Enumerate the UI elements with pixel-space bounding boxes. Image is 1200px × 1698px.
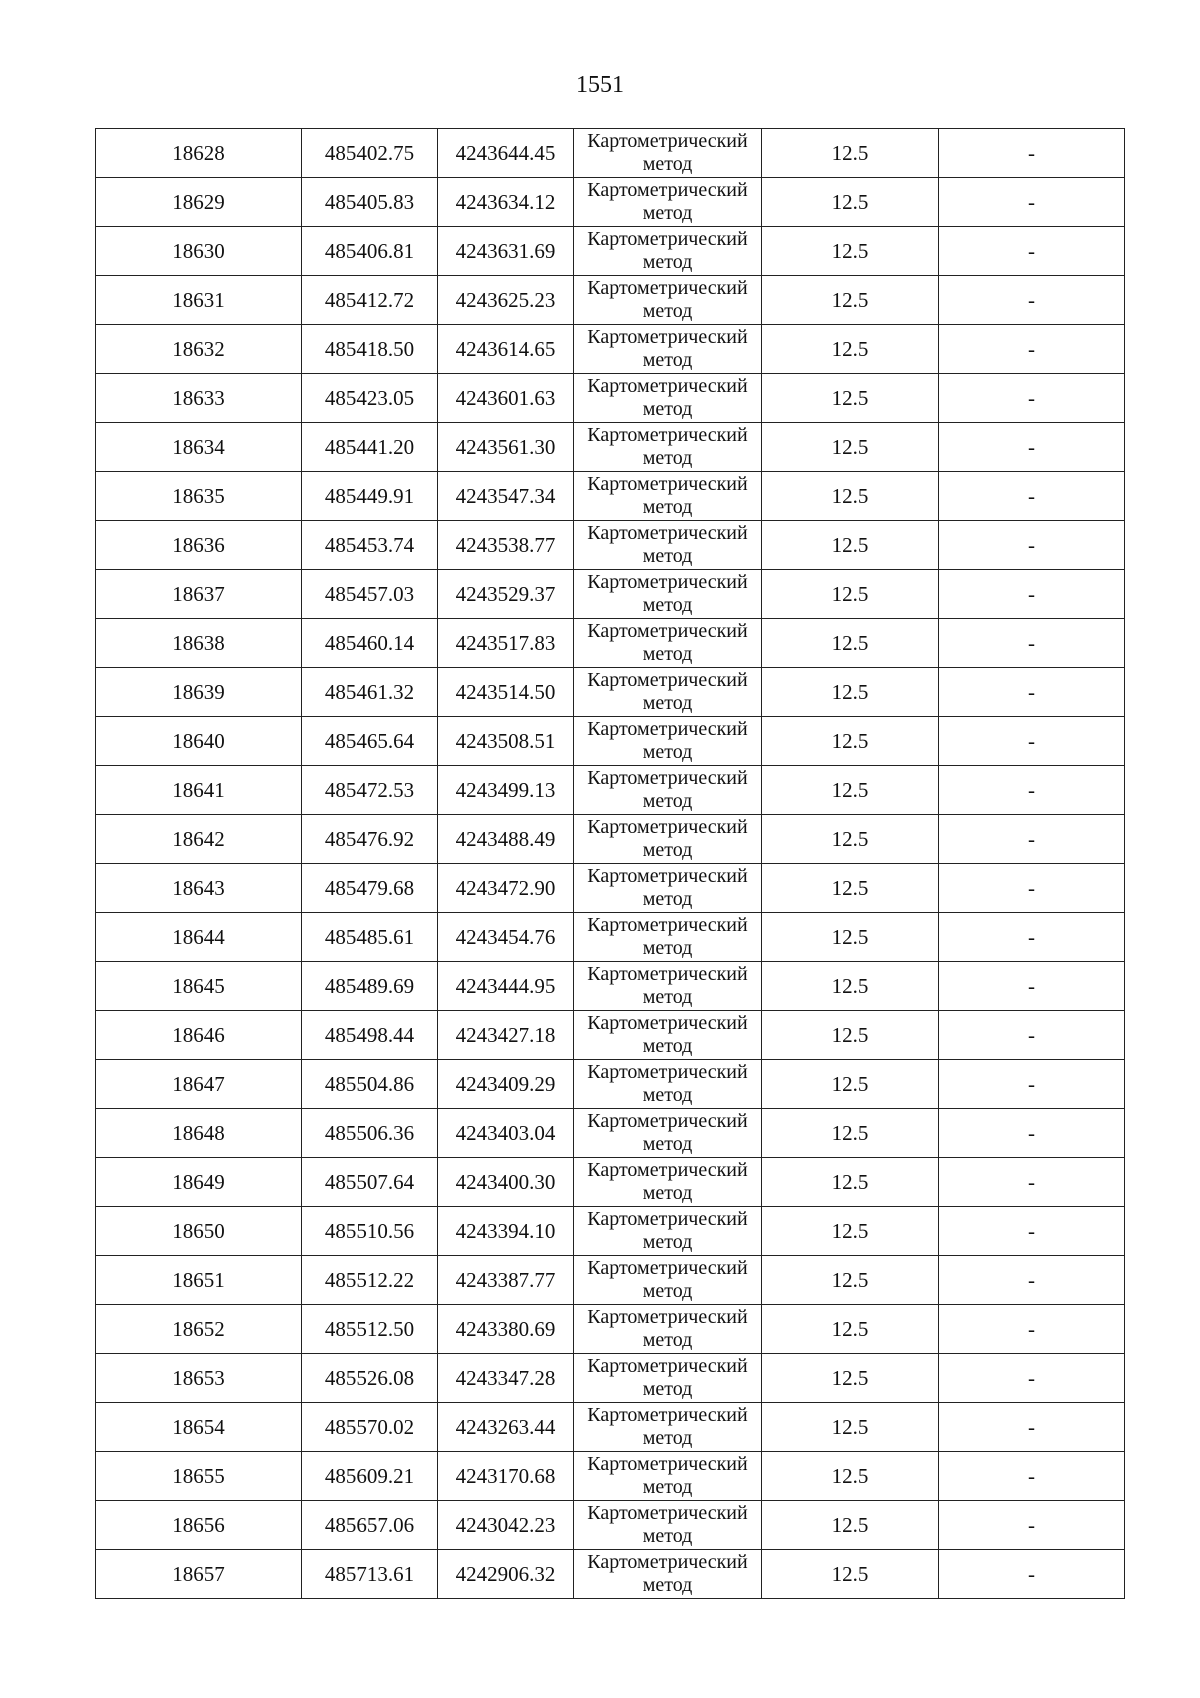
table-row <box>96 1403 1125 1452</box>
point-id-cell: 18636 <box>96 521 302 570</box>
method-line-1: Картометрический <box>587 130 748 152</box>
note-cell: - <box>939 1452 1125 1501</box>
method-line-1: Картометрический <box>587 1551 748 1573</box>
point-id-cell: 18646 <box>96 1011 302 1060</box>
method-line-2: метод <box>642 594 693 616</box>
note-cell: - <box>939 374 1125 423</box>
table-row <box>96 1550 1125 1599</box>
note-cell: - <box>939 1109 1125 1158</box>
method-line-1: Картометрический <box>587 865 748 887</box>
point-id-cell: 18633 <box>96 374 302 423</box>
note-cell: - <box>939 1158 1125 1207</box>
note-cell: - <box>939 178 1125 227</box>
note-cell: - <box>939 1550 1125 1599</box>
precision-cell: 12.5 <box>762 276 939 325</box>
method-line-2: метод <box>642 1231 693 1253</box>
point-id-cell: 18651 <box>96 1256 302 1305</box>
y-coordinate-cell: 4243614.65 <box>438 325 574 374</box>
table-row <box>96 668 1125 717</box>
table-row <box>96 1011 1125 1060</box>
precision-cell: 12.5 <box>762 1501 939 1550</box>
x-coordinate-cell: 485441.20 <box>302 423 438 472</box>
coordinates-table <box>95 128 1125 1599</box>
point-id-cell: 18647 <box>96 1060 302 1109</box>
x-coordinate-cell: 485472.53 <box>302 766 438 815</box>
x-coordinate-cell: 485507.64 <box>302 1158 438 1207</box>
y-coordinate-cell: 4243170.68 <box>438 1452 574 1501</box>
method-line-1: Картометрический <box>587 375 748 397</box>
method-line-2: метод <box>642 300 693 322</box>
point-id-cell: 18655 <box>96 1452 302 1501</box>
point-id-cell: 18648 <box>96 1109 302 1158</box>
method-line-1: Картометрический <box>587 1208 748 1230</box>
point-id-cell: 18631 <box>96 276 302 325</box>
method-line-1: Картометрический <box>587 1257 748 1279</box>
method-line-2: метод <box>642 1476 693 1498</box>
note-cell: - <box>939 815 1125 864</box>
method-line-2: метод <box>642 545 693 567</box>
x-coordinate-cell: 485504.86 <box>302 1060 438 1109</box>
method-line-2: метод <box>642 251 693 273</box>
y-coordinate-cell: 4243644.45 <box>438 129 574 178</box>
page-number: 1551 <box>576 72 624 98</box>
method-cell <box>574 1354 762 1403</box>
method-line-1: Картометрический <box>587 1061 748 1083</box>
precision-cell: 12.5 <box>762 913 939 962</box>
table-row <box>96 1452 1125 1501</box>
y-coordinate-cell: 4243514.50 <box>438 668 574 717</box>
method-cell <box>574 815 762 864</box>
precision-cell: 12.5 <box>762 1305 939 1354</box>
method-line-1: Картометрический <box>587 1306 748 1328</box>
method-cell <box>574 1550 762 1599</box>
method-line-1: Картометрический <box>587 1453 748 1475</box>
table-row <box>96 1354 1125 1403</box>
table-row <box>96 766 1125 815</box>
precision-cell: 12.5 <box>762 1403 939 1452</box>
x-coordinate-cell: 485412.72 <box>302 276 438 325</box>
method-cell <box>574 619 762 668</box>
method-line-2: метод <box>642 839 693 861</box>
method-line-2: метод <box>642 1280 693 1302</box>
method-line-2: метод <box>642 1182 693 1204</box>
note-cell: - <box>939 1305 1125 1354</box>
note-cell: - <box>939 766 1125 815</box>
y-coordinate-cell: 4243263.44 <box>438 1403 574 1452</box>
method-line-2: метод <box>642 1329 693 1351</box>
y-coordinate-cell: 4243042.23 <box>438 1501 574 1550</box>
note-cell: - <box>939 1354 1125 1403</box>
table-row <box>96 619 1125 668</box>
point-id-cell: 18654 <box>96 1403 302 1452</box>
point-id-cell: 18641 <box>96 766 302 815</box>
method-line-1: Картометрический <box>587 473 748 495</box>
x-coordinate-cell: 485489.69 <box>302 962 438 1011</box>
precision-cell: 12.5 <box>762 423 939 472</box>
x-coordinate-cell: 485405.83 <box>302 178 438 227</box>
method-cell <box>574 1403 762 1452</box>
method-line-2: метод <box>642 790 693 812</box>
precision-cell: 12.5 <box>762 619 939 668</box>
precision-cell: 12.5 <box>762 1158 939 1207</box>
x-coordinate-cell: 485510.56 <box>302 1207 438 1256</box>
method-cell <box>574 1501 762 1550</box>
method-cell <box>574 227 762 276</box>
method-line-2: метод <box>642 986 693 1008</box>
precision-cell: 12.5 <box>762 962 939 1011</box>
table-row <box>96 1060 1125 1109</box>
x-coordinate-cell: 485406.81 <box>302 227 438 276</box>
y-coordinate-cell: 4243634.12 <box>438 178 574 227</box>
method-cell <box>574 1109 762 1158</box>
point-id-cell: 18650 <box>96 1207 302 1256</box>
method-line-2: метод <box>642 1378 693 1400</box>
method-line-2: метод <box>642 1133 693 1155</box>
method-line-1: Картометрический <box>587 718 748 740</box>
point-id-cell: 18630 <box>96 227 302 276</box>
y-coordinate-cell: 4243538.77 <box>438 521 574 570</box>
point-id-cell: 18640 <box>96 717 302 766</box>
precision-cell: 12.5 <box>762 766 939 815</box>
method-line-1: Картометрический <box>587 277 748 299</box>
point-id-cell: 18639 <box>96 668 302 717</box>
precision-cell: 12.5 <box>762 864 939 913</box>
method-cell <box>574 766 762 815</box>
y-coordinate-cell: 4243561.30 <box>438 423 574 472</box>
point-id-cell: 18634 <box>96 423 302 472</box>
method-cell <box>574 1256 762 1305</box>
note-cell: - <box>939 1207 1125 1256</box>
method-line-1: Картометрический <box>587 1404 748 1426</box>
precision-cell: 12.5 <box>762 1550 939 1599</box>
x-coordinate-cell: 485498.44 <box>302 1011 438 1060</box>
table-row <box>96 423 1125 472</box>
x-coordinate-cell: 485506.36 <box>302 1109 438 1158</box>
y-coordinate-cell: 4243508.51 <box>438 717 574 766</box>
method-line-2: метод <box>642 153 693 175</box>
method-cell <box>574 276 762 325</box>
method-line-1: Картометрический <box>587 620 748 642</box>
method-cell <box>574 717 762 766</box>
method-line-1: Картометрический <box>587 326 748 348</box>
method-line-1: Картометрический <box>587 963 748 985</box>
y-coordinate-cell: 4243499.13 <box>438 766 574 815</box>
table-row <box>96 325 1125 374</box>
method-cell <box>574 423 762 472</box>
precision-cell: 12.5 <box>762 325 939 374</box>
table-row <box>96 1109 1125 1158</box>
x-coordinate-cell: 485657.06 <box>302 1501 438 1550</box>
point-id-cell: 18656 <box>96 1501 302 1550</box>
table-row <box>96 717 1125 766</box>
note-cell: - <box>939 619 1125 668</box>
y-coordinate-cell: 4243529.37 <box>438 570 574 619</box>
method-line-1: Картометрический <box>587 914 748 936</box>
y-coordinate-cell: 4242906.32 <box>438 1550 574 1599</box>
method-line-2: метод <box>642 1525 693 1547</box>
method-line-1: Картометрический <box>587 228 748 250</box>
y-coordinate-cell: 4243409.29 <box>438 1060 574 1109</box>
point-id-cell: 18652 <box>96 1305 302 1354</box>
x-coordinate-cell: 485461.32 <box>302 668 438 717</box>
method-cell <box>574 962 762 1011</box>
x-coordinate-cell: 485453.74 <box>302 521 438 570</box>
y-coordinate-cell: 4243444.95 <box>438 962 574 1011</box>
method-line-2: метод <box>642 741 693 763</box>
y-coordinate-cell: 4243427.18 <box>438 1011 574 1060</box>
table-row <box>96 129 1125 178</box>
point-id-cell: 18642 <box>96 815 302 864</box>
precision-cell: 12.5 <box>762 1452 939 1501</box>
method-line-1: Картометрический <box>587 424 748 446</box>
method-line-1: Картометрический <box>587 1159 748 1181</box>
method-cell <box>574 1452 762 1501</box>
x-coordinate-cell: 485512.22 <box>302 1256 438 1305</box>
table-row <box>96 815 1125 864</box>
table-row <box>96 178 1125 227</box>
point-id-cell: 18645 <box>96 962 302 1011</box>
table-row <box>96 962 1125 1011</box>
method-line-2: метод <box>642 692 693 714</box>
y-coordinate-cell: 4243387.77 <box>438 1256 574 1305</box>
y-coordinate-cell: 4243403.04 <box>438 1109 574 1158</box>
precision-cell: 12.5 <box>762 129 939 178</box>
table-row <box>96 570 1125 619</box>
method-line-2: метод <box>642 447 693 469</box>
note-cell: - <box>939 129 1125 178</box>
precision-cell: 12.5 <box>762 1011 939 1060</box>
method-cell <box>574 1207 762 1256</box>
method-line-2: метод <box>642 1427 693 1449</box>
table-row <box>96 227 1125 276</box>
note-cell: - <box>939 1256 1125 1305</box>
note-cell: - <box>939 962 1125 1011</box>
method-line-2: метод <box>642 1574 693 1596</box>
method-cell <box>574 129 762 178</box>
point-id-cell: 18635 <box>96 472 302 521</box>
precision-cell: 12.5 <box>762 668 939 717</box>
precision-cell: 12.5 <box>762 570 939 619</box>
note-cell: - <box>939 521 1125 570</box>
y-coordinate-cell: 4243454.76 <box>438 913 574 962</box>
x-coordinate-cell: 485485.61 <box>302 913 438 962</box>
point-id-cell: 18657 <box>96 1550 302 1599</box>
precision-cell: 12.5 <box>762 1060 939 1109</box>
x-coordinate-cell: 485526.08 <box>302 1354 438 1403</box>
table-row <box>96 864 1125 913</box>
table-row <box>96 913 1125 962</box>
note-cell: - <box>939 913 1125 962</box>
x-coordinate-cell: 485460.14 <box>302 619 438 668</box>
precision-cell: 12.5 <box>762 178 939 227</box>
method-cell <box>574 1060 762 1109</box>
precision-cell: 12.5 <box>762 717 939 766</box>
x-coordinate-cell: 485476.92 <box>302 815 438 864</box>
method-line-1: Картометрический <box>587 816 748 838</box>
method-cell <box>574 472 762 521</box>
x-coordinate-cell: 485479.68 <box>302 864 438 913</box>
precision-cell: 12.5 <box>762 1207 939 1256</box>
method-line-1: Картометрический <box>587 179 748 201</box>
point-id-cell: 18628 <box>96 129 302 178</box>
method-cell <box>574 1305 762 1354</box>
note-cell: - <box>939 472 1125 521</box>
x-coordinate-cell: 485609.21 <box>302 1452 438 1501</box>
method-cell <box>574 325 762 374</box>
method-cell <box>574 178 762 227</box>
x-coordinate-cell: 485418.50 <box>302 325 438 374</box>
point-id-cell: 18649 <box>96 1158 302 1207</box>
table-row <box>96 521 1125 570</box>
y-coordinate-cell: 4243380.69 <box>438 1305 574 1354</box>
x-coordinate-cell: 485449.91 <box>302 472 438 521</box>
table-row <box>96 1305 1125 1354</box>
method-line-2: метод <box>642 496 693 518</box>
precision-cell: 12.5 <box>762 1256 939 1305</box>
point-id-cell: 18638 <box>96 619 302 668</box>
method-line-2: метод <box>642 1035 693 1057</box>
y-coordinate-cell: 4243547.34 <box>438 472 574 521</box>
precision-cell: 12.5 <box>762 1109 939 1158</box>
y-coordinate-cell: 4243400.30 <box>438 1158 574 1207</box>
note-cell: - <box>939 864 1125 913</box>
y-coordinate-cell: 4243601.63 <box>438 374 574 423</box>
note-cell: - <box>939 717 1125 766</box>
precision-cell: 12.5 <box>762 815 939 864</box>
point-id-cell: 18637 <box>96 570 302 619</box>
y-coordinate-cell: 4243472.90 <box>438 864 574 913</box>
x-coordinate-cell: 485570.02 <box>302 1403 438 1452</box>
point-id-cell: 18632 <box>96 325 302 374</box>
method-line-1: Картометрический <box>587 1110 748 1132</box>
method-line-2: метод <box>642 349 693 371</box>
y-coordinate-cell: 4243347.28 <box>438 1354 574 1403</box>
y-coordinate-cell: 4243625.23 <box>438 276 574 325</box>
method-cell <box>574 864 762 913</box>
method-cell <box>574 1011 762 1060</box>
table-row <box>96 374 1125 423</box>
note-cell: - <box>939 423 1125 472</box>
table-row <box>96 472 1125 521</box>
point-id-cell: 18653 <box>96 1354 302 1403</box>
note-cell: - <box>939 1011 1125 1060</box>
table-row <box>96 1256 1125 1305</box>
note-cell: - <box>939 227 1125 276</box>
note-cell: - <box>939 1403 1125 1452</box>
method-line-1: Картометрический <box>587 767 748 789</box>
method-cell <box>574 521 762 570</box>
point-id-cell: 18644 <box>96 913 302 962</box>
note-cell: - <box>939 570 1125 619</box>
method-line-2: метод <box>642 937 693 959</box>
point-id-cell: 18643 <box>96 864 302 913</box>
note-cell: - <box>939 668 1125 717</box>
method-line-1: Картометрический <box>587 669 748 691</box>
method-cell <box>574 570 762 619</box>
precision-cell: 12.5 <box>762 472 939 521</box>
precision-cell: 12.5 <box>762 374 939 423</box>
table-row <box>96 1158 1125 1207</box>
y-coordinate-cell: 4243394.10 <box>438 1207 574 1256</box>
point-id-cell: 18629 <box>96 178 302 227</box>
table-row <box>96 1501 1125 1550</box>
method-cell <box>574 668 762 717</box>
method-cell <box>574 913 762 962</box>
y-coordinate-cell: 4243517.83 <box>438 619 574 668</box>
y-coordinate-cell: 4243488.49 <box>438 815 574 864</box>
note-cell: - <box>939 325 1125 374</box>
method-line-1: Картометрический <box>587 522 748 544</box>
y-coordinate-cell: 4243631.69 <box>438 227 574 276</box>
method-line-2: метод <box>642 1084 693 1106</box>
precision-cell: 12.5 <box>762 521 939 570</box>
note-cell: - <box>939 1060 1125 1109</box>
coordinates-table-body <box>96 129 1125 1599</box>
method-line-1: Картометрический <box>587 1355 748 1377</box>
method-line-1: Картометрический <box>587 1502 748 1524</box>
method-line-1: Картометрический <box>587 571 748 593</box>
x-coordinate-cell: 485402.75 <box>302 129 438 178</box>
precision-cell: 12.5 <box>762 227 939 276</box>
precision-cell: 12.5 <box>762 1354 939 1403</box>
x-coordinate-cell: 485465.64 <box>302 717 438 766</box>
method-line-2: метод <box>642 398 693 420</box>
note-cell: - <box>939 1501 1125 1550</box>
x-coordinate-cell: 485512.50 <box>302 1305 438 1354</box>
table-row <box>96 1207 1125 1256</box>
method-line-2: метод <box>642 202 693 224</box>
x-coordinate-cell: 485457.03 <box>302 570 438 619</box>
table-row <box>96 276 1125 325</box>
method-line-1: Картометрический <box>587 1012 748 1034</box>
method-line-2: метод <box>642 888 693 910</box>
method-cell <box>574 374 762 423</box>
method-cell <box>574 1158 762 1207</box>
method-line-2: метод <box>642 643 693 665</box>
note-cell: - <box>939 276 1125 325</box>
x-coordinate-cell: 485423.05 <box>302 374 438 423</box>
x-coordinate-cell: 485713.61 <box>302 1550 438 1599</box>
